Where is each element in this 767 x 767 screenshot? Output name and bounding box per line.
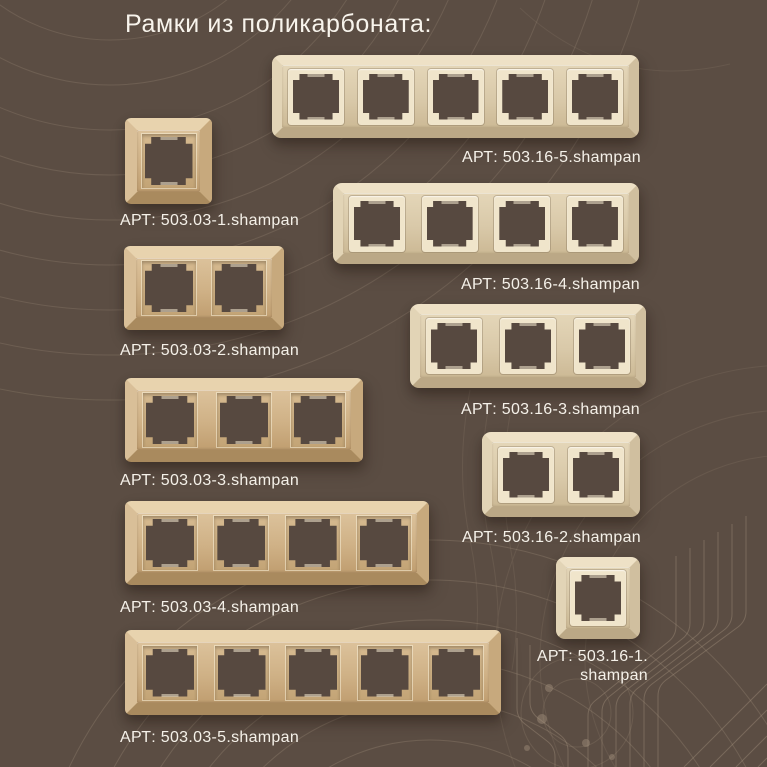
frame-image-503-16-5gang <box>272 55 639 138</box>
frame-face <box>343 193 629 254</box>
article-label-line: АРТ: 503.16-1. <box>536 648 648 665</box>
frame-window-opening <box>497 69 553 125</box>
frame-face <box>136 258 272 318</box>
frame-window-opening <box>358 69 414 125</box>
frame-window-opening <box>428 69 484 125</box>
frame-window-opening <box>288 69 344 125</box>
frame-window-opening <box>143 393 197 447</box>
frame-window-opening <box>349 196 405 252</box>
article-label-503-16-5gang <box>462 148 641 167</box>
article-label-line: shampan <box>580 667 648 684</box>
frame-window-opening <box>567 196 623 252</box>
frame-face <box>492 442 630 507</box>
frame-face <box>137 130 200 192</box>
frame-face <box>282 65 629 128</box>
frame-window-opening <box>422 196 478 252</box>
frame-window-opening <box>426 318 482 374</box>
frame-window-opening <box>215 646 269 700</box>
article-label-503-03-2gang <box>120 341 299 360</box>
article-label-line: АРТ: 503.03-4.shampan <box>120 599 300 616</box>
frame-window-opening <box>143 516 197 570</box>
article-label-line: АРТ: 503.03-3.shampan <box>120 472 300 489</box>
frame-face <box>566 567 630 629</box>
frame-image-503-16-2gang <box>482 432 640 517</box>
article-label-line: АРТ: 503.16-3.shampan <box>460 401 640 418</box>
frame-window-opening <box>291 393 345 447</box>
article-label-503-16-4gang <box>461 275 640 294</box>
frame-window-opening <box>567 69 623 125</box>
frame-window-opening <box>143 646 197 700</box>
article-label-line: АРТ: 503.16-5.shampan <box>461 149 641 166</box>
frame-window-opening <box>498 447 554 503</box>
frame-window-opening <box>357 516 411 570</box>
frame-image-503-03-5gang <box>125 630 501 715</box>
article-label-503-16-1gang <box>537 647 648 685</box>
page-title: Рамки из поликарбоната: <box>125 10 433 38</box>
frame-window-opening <box>286 646 340 700</box>
article-label-503-03-3gang <box>120 471 299 490</box>
article-label-503-03-4gang <box>120 598 299 617</box>
article-label-line: АРТ: 503.03-5.shampan <box>120 729 300 746</box>
frame-face <box>420 314 636 378</box>
article-label-503-16-3gang <box>461 400 640 419</box>
frame-window-opening <box>286 516 340 570</box>
frame-image-503-16-1gang <box>556 557 640 639</box>
frame-image-503-16-3gang <box>410 304 646 388</box>
frame-window-opening <box>570 570 626 626</box>
article-label-line: АРТ: 503.16-2.shampan <box>461 529 641 546</box>
article-label-503-16-2gang <box>462 528 641 547</box>
frame-face <box>137 390 351 450</box>
frame-window-opening <box>494 196 550 252</box>
frame-image-503-03-3gang <box>125 378 363 462</box>
frame-window-opening <box>212 261 266 315</box>
frame-image-503-03-2gang <box>124 246 284 330</box>
frame-window-opening <box>500 318 556 374</box>
frame-image-503-03-4gang <box>125 501 429 585</box>
frame-image-503-03-1gang <box>125 118 212 204</box>
article-label-line: АРТ: 503.03-2.shampan <box>120 342 300 359</box>
frame-window-opening <box>142 134 196 188</box>
frame-window-opening <box>358 646 412 700</box>
frame-window-opening <box>217 393 271 447</box>
article-label-503-03-1gang <box>120 211 299 230</box>
article-label-line: АРТ: 503.16-4.shampan <box>460 276 640 293</box>
article-label-503-03-5gang <box>120 728 299 747</box>
frame-window-opening <box>429 646 483 700</box>
frame-window-opening <box>142 261 196 315</box>
frame-image-503-16-4gang <box>333 183 639 264</box>
frame-window-opening <box>574 318 630 374</box>
frame-window-opening <box>214 516 268 570</box>
frame-face <box>137 513 417 573</box>
article-label-line: АРТ: 503.03-1.shampan <box>120 212 300 229</box>
frame-face <box>137 642 489 703</box>
frame-window-opening <box>568 447 624 503</box>
